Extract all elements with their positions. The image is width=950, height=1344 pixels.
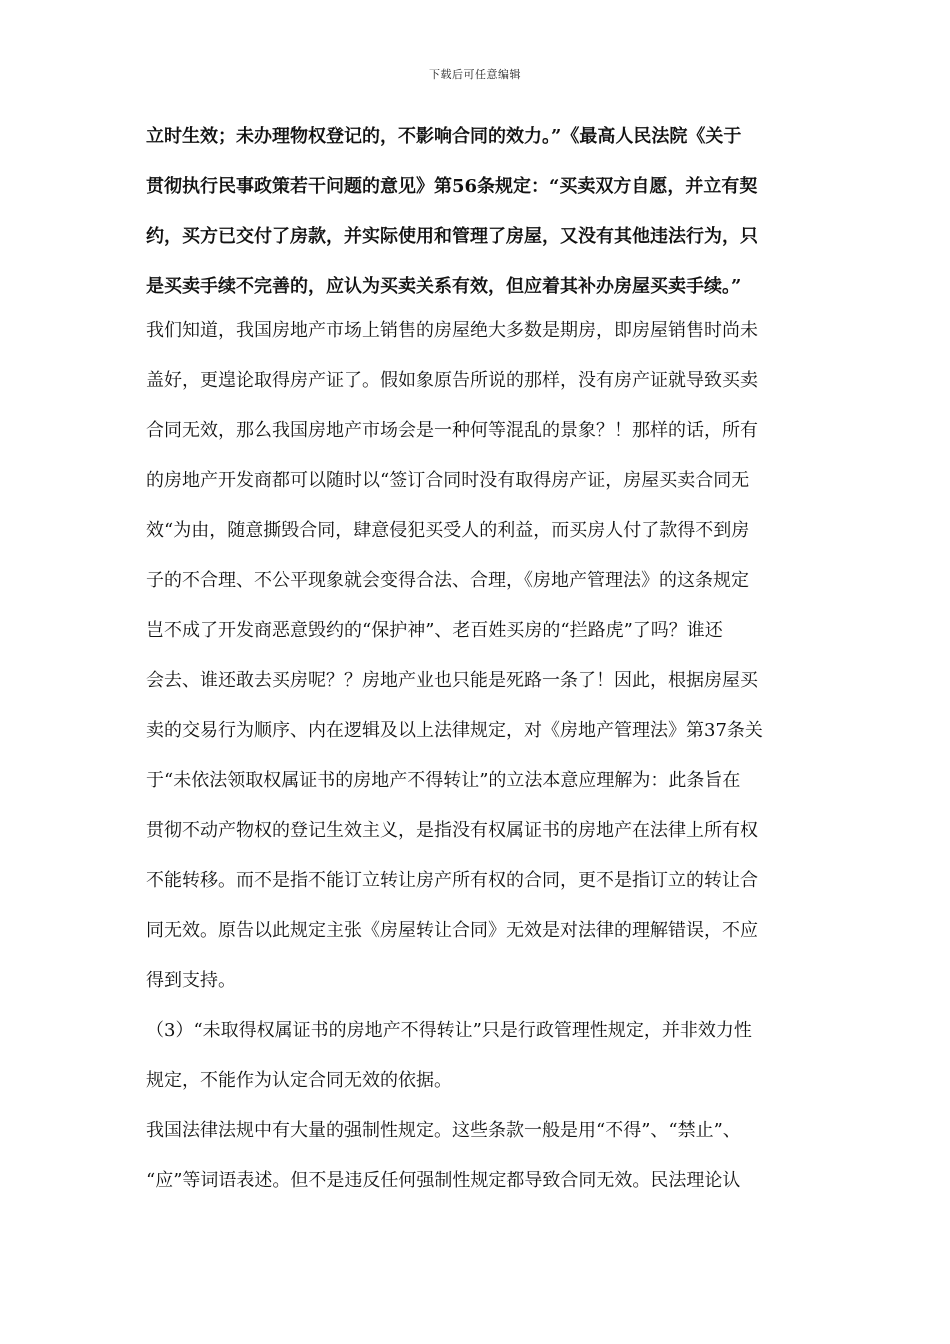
text-line: 是买卖手续不完善的，应认为买卖关系有效，但应着其补办房屋买卖手续。”: [146, 276, 742, 297]
text-line: （3）“未取得权属证书的房地产不得转让”只是行政管理性规定，并非效力性: [146, 1020, 752, 1041]
text-line: 约，买方已交付了房款，并实际使用和管理了房屋，又没有其他违法行为，只: [146, 226, 758, 247]
document-body: [146, 112, 808, 1206]
text-line: 得到支持。: [146, 970, 236, 991]
text-line: 卖的交易行为顺序、内在逻辑及以上法律规定，对《房地产管理法》第37条关: [146, 720, 763, 741]
text-line: 贯彻不动产物权的登记生效主义，是指没有权属证书的房地产在法律上所有权: [146, 820, 758, 841]
text-line: 的房地产开发商都可以随时以“签订合同时没有取得房产证，房屋买卖合同无: [146, 470, 750, 491]
text-line: 不能转移。而不是指不能订立转让房产所有权的合同，更不是指订立的转让合: [146, 870, 758, 891]
text-line: 合同无效，那么我国房地产市场会是一种何等混乱的景象？！那样的话，所有: [146, 420, 758, 441]
paragraph-analysis: [146, 306, 808, 1006]
text-line: 规定，不能作为认定合同无效的依据。: [146, 1070, 452, 1091]
paragraph-bold-quote: [146, 112, 808, 312]
text-line: 同无效。原告以此规定主张《房屋转让合同》无效是对法律的理解错误，不应: [146, 920, 758, 941]
text-line: 我们知道，我国房地产市场上销售的房屋绝大多数是期房，即房屋销售时尚未: [146, 320, 758, 341]
text-line: 子的不合理、不公平现象就会变得合法、合理，《房地产管理法》的这条规定: [146, 570, 749, 591]
page-header: 下载后可任意编辑: [429, 68, 521, 81]
paragraph-closing: [146, 1106, 808, 1206]
paragraph-point-3: [146, 1006, 808, 1106]
text-line: 贯彻执行民事政策若干问题的意见》第56条规定：“买卖双方自愿，并立有契: [146, 176, 758, 197]
text-line: “应”等词语表述。但不是违反任何强制性规定都导致合同无效。民法理论认: [146, 1170, 741, 1191]
text-line: 我国法律法规中有大量的强制性规定。这些条款一般是用“不得”、“禁止”、: [146, 1120, 741, 1141]
text-line: 立时生效；未办理物权登记的，不影响合同的效力。”《最高人民法院《关于: [146, 126, 742, 147]
text-line: 盖好，更遑论取得房产证了。假如象原告所说的那样，没有房产证就导致买卖: [146, 370, 758, 391]
text-line: 效“为由，随意撕毁合同，肆意侵犯买受人的利益，而买房人付了款得不到房: [146, 520, 750, 541]
text-line: 岂不成了开发商恶意毁约的“保护神”、老百姓买房的“拦路虎”了吗？谁还: [146, 620, 723, 641]
text-line: 会去、谁还敢去买房呢？？房地产业也只能是死路一条了！因此，根据房屋买: [146, 670, 758, 691]
text-line: 于“未依法领取权属证书的房地产不得转让”的立法本意应理解为：此条旨在: [146, 770, 741, 791]
